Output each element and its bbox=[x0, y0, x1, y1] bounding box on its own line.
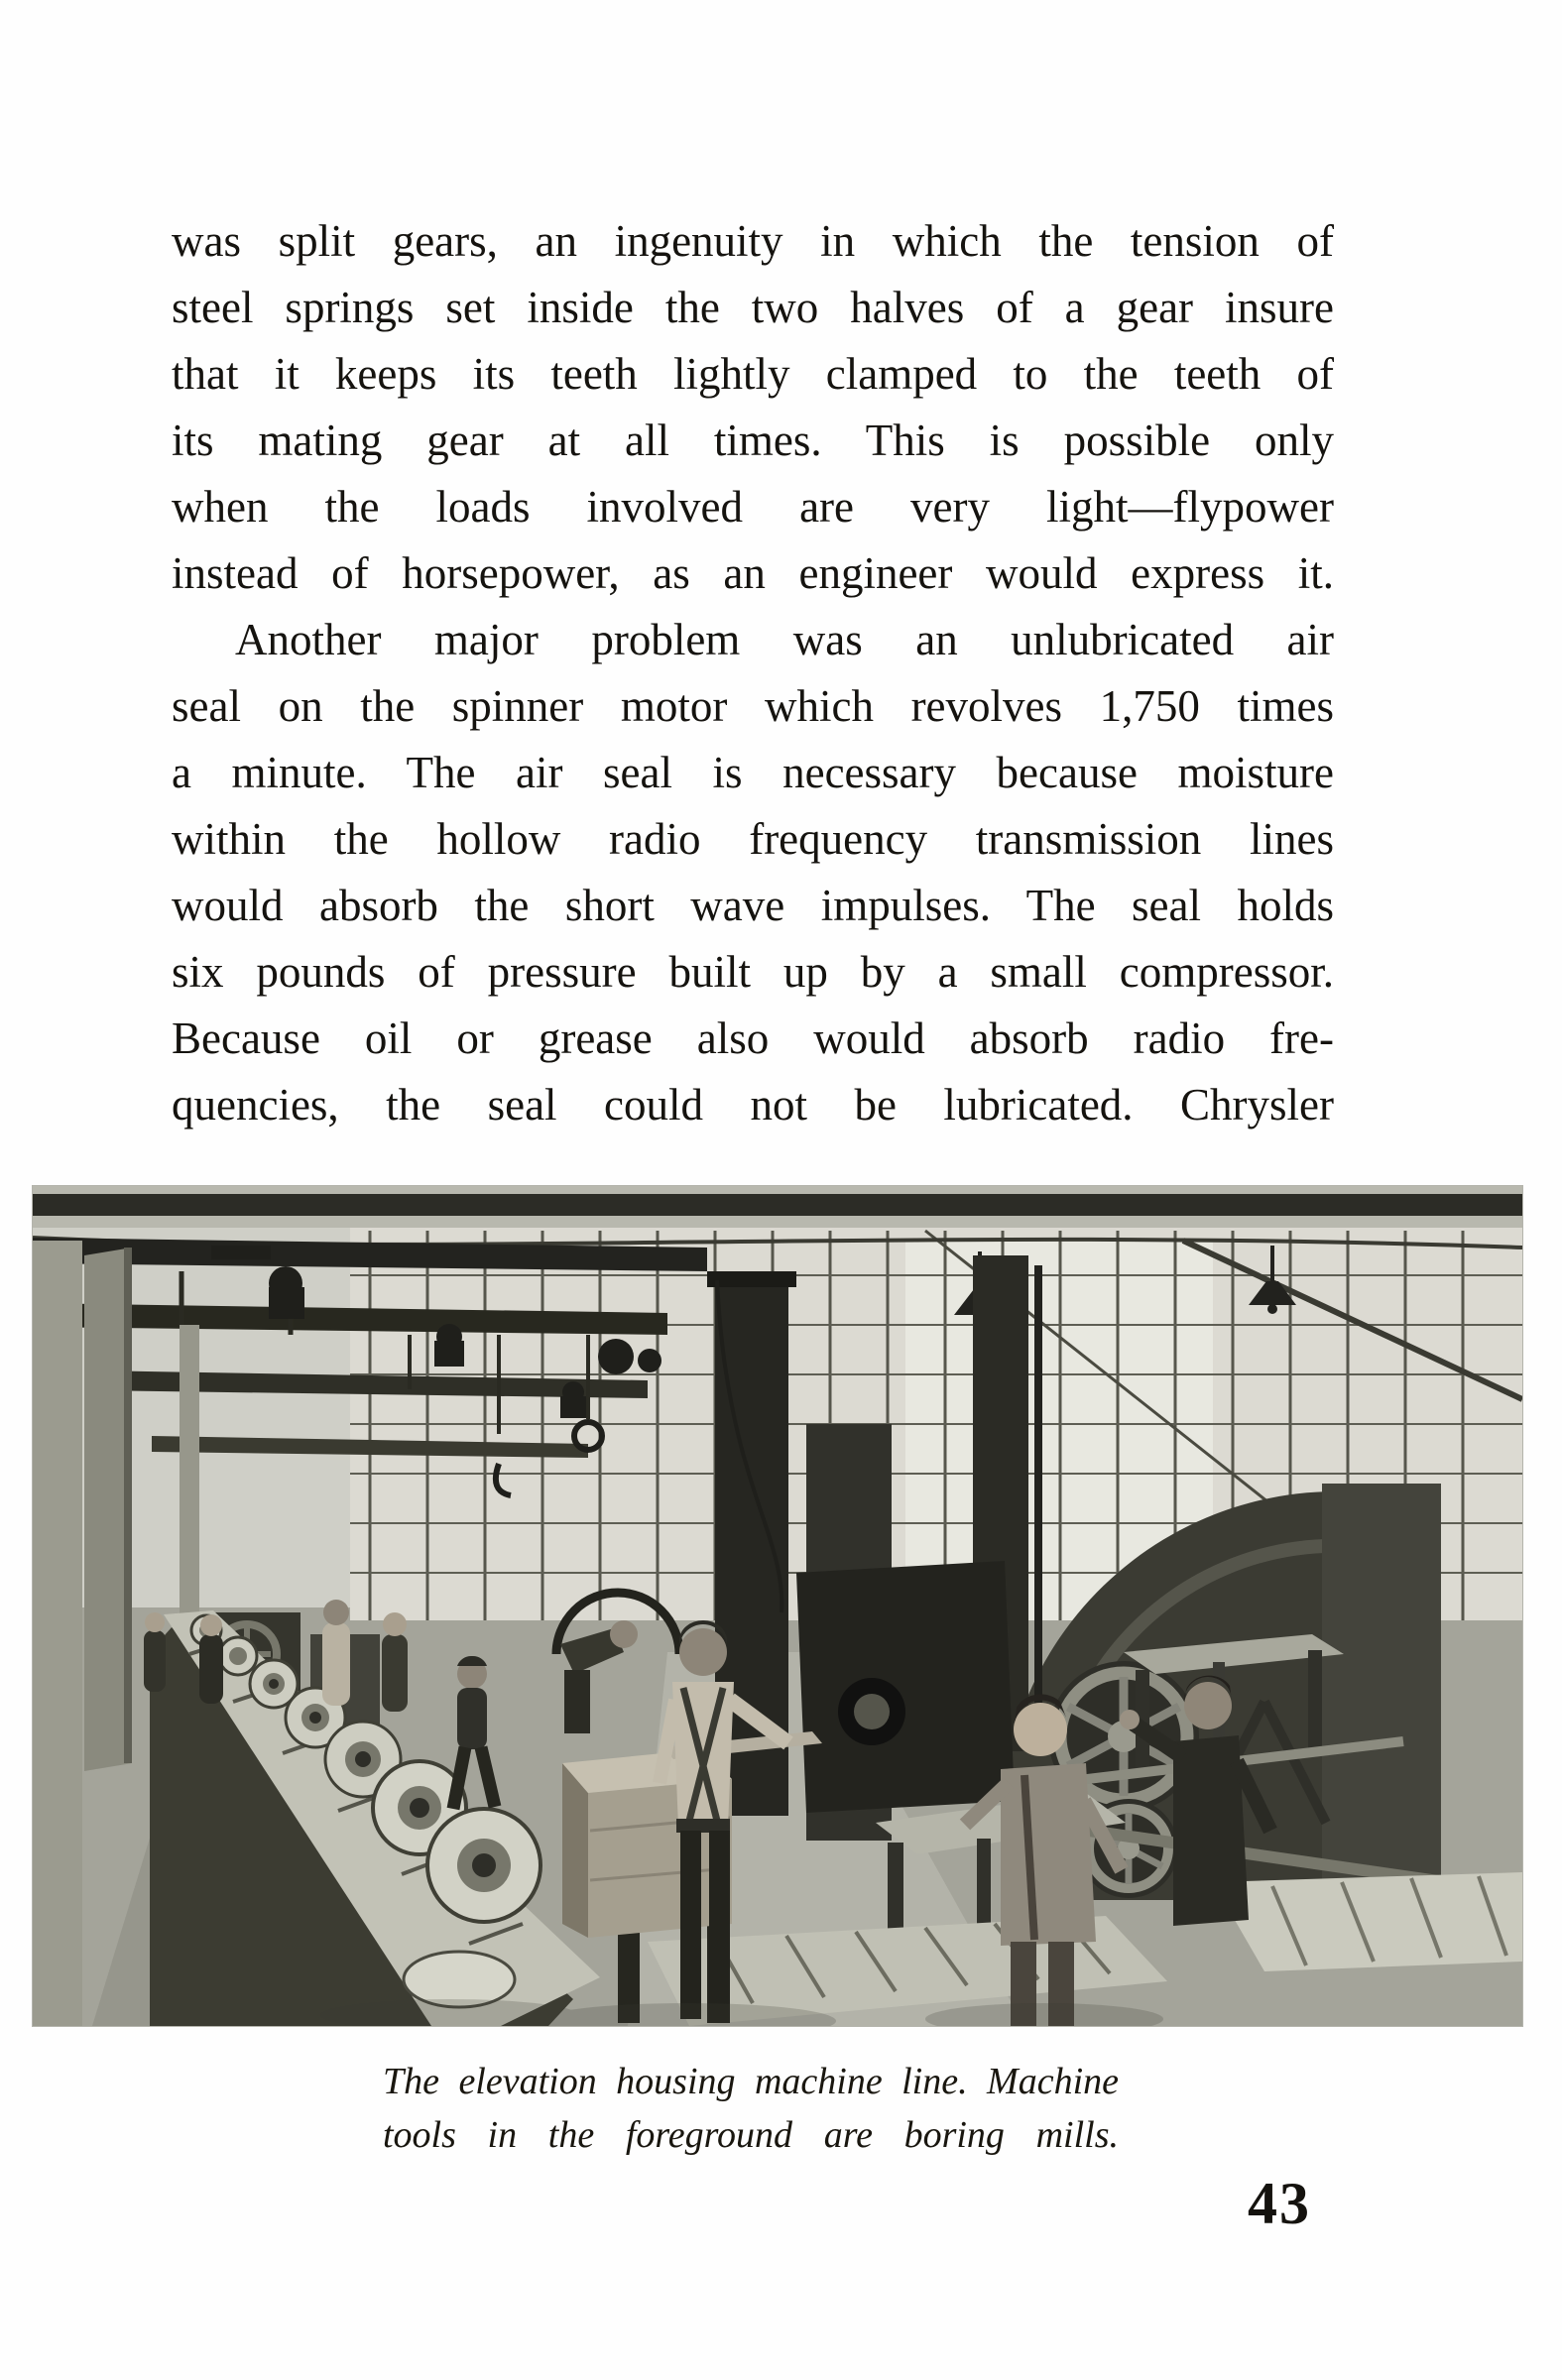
body-line: steel springs set inside the two halves of a gear insure bbox=[172, 283, 1334, 332]
body-text bbox=[172, 208, 1334, 1138]
caption-line-1: The elevation housing machine line. Machine bbox=[383, 2061, 1119, 2102]
body-line: when the loads involved are very light—flypower bbox=[172, 482, 1334, 532]
body-line: within the hollow radio frequency transmission lines bbox=[172, 814, 1334, 864]
body-line: six pounds of pressure built up by a small compressor. bbox=[172, 947, 1334, 997]
caption-line-2: tools in the foreground are boring mills. bbox=[383, 2114, 1119, 2156]
body-line: Another major problem was an unlubricated air bbox=[235, 615, 1334, 664]
body-line: Because oil or grease also would absorb radio fre- bbox=[172, 1013, 1334, 1063]
body-line: its mating gear at all times. This is possible only bbox=[172, 416, 1334, 465]
body-line: a minute. The air seal is necessary because moisture bbox=[172, 748, 1334, 797]
body-line: was split gears, an ingenuity in which the tension of bbox=[172, 216, 1334, 266]
photo-caption bbox=[383, 2055, 1119, 2162]
body-line: instead of horsepower, as an engineer would express it. bbox=[172, 548, 1334, 598]
body-line: quencies, the seal could not be lubricated. Chrysler bbox=[172, 1080, 1334, 1130]
body-line: that it keeps its teeth lightly clamped to the teeth of bbox=[172, 349, 1334, 399]
body-line: would absorb the short wave impulses. The seal holds bbox=[172, 881, 1334, 930]
factory-photo bbox=[33, 1186, 1522, 2026]
body-line: seal on the spinner motor which revolves 1,750 times bbox=[172, 681, 1334, 731]
page-number: 43 bbox=[1248, 2171, 1311, 2236]
